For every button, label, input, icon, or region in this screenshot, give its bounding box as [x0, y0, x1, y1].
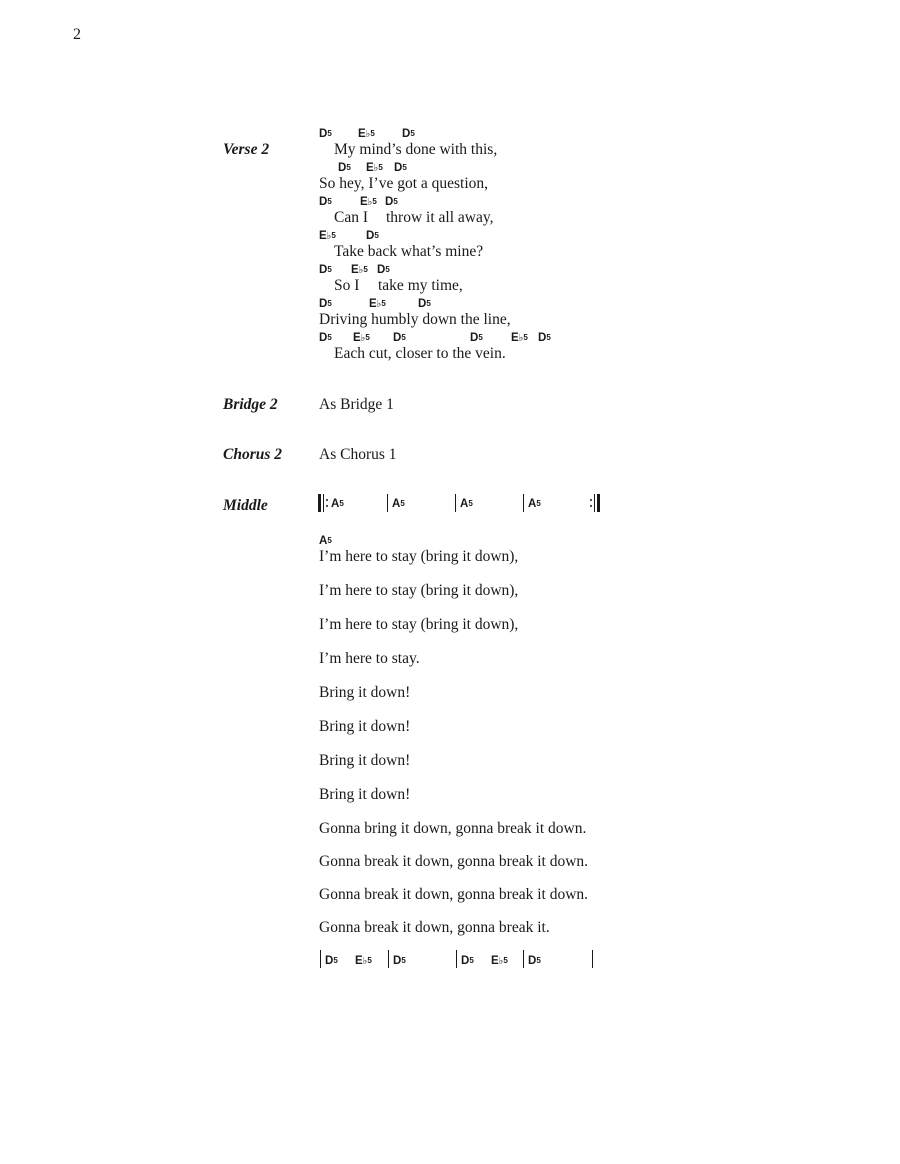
barline: [456, 950, 457, 968]
chord: E♭$^5$: [351, 264, 368, 276]
chord: E♭$^5$: [491, 955, 508, 967]
lyric-line: Gonna break it down, gonna break it down.: [319, 886, 589, 903]
lyric-line: Take back what’s mine?: [334, 243, 484, 260]
chord: E♭$^5$: [369, 298, 386, 310]
chord: $A^5$: [460, 498, 473, 510]
chord: $A^5$: [528, 498, 541, 510]
lyric-line: I’m here to stay (bring it down),: [319, 582, 519, 599]
chord: $D^5$: [319, 264, 332, 276]
lyric-line: I’m here to stay (bring it down),: [319, 548, 519, 565]
chord: $D^5$: [470, 332, 483, 344]
chord: $D^5$: [461, 955, 474, 967]
section-label-middle: Middle: [223, 497, 268, 514]
lyric-line: take my time,: [378, 277, 463, 294]
section-label-chorus-2: Chorus 2: [223, 446, 283, 463]
barline: [523, 494, 524, 512]
barline: [594, 494, 595, 512]
barline: [388, 950, 389, 968]
lyric-line: Bring it down!: [319, 684, 411, 701]
barline: [523, 950, 524, 968]
lyric-line: Bring it down!: [319, 752, 411, 769]
chord: E♭$^5$: [353, 332, 370, 344]
lyric-line: Gonna bring it down, gonna break it down.: [319, 820, 587, 837]
chord: $D^5$: [366, 230, 379, 242]
repeat-dot: [326, 505, 328, 507]
chord: E♭$^5$: [366, 162, 383, 174]
page-number: 2: [73, 26, 81, 43]
bridge-2-text: As Bridge 1: [319, 396, 394, 413]
chord: $D^5$: [319, 196, 332, 208]
lyric-line: Each cut, closer to the vein.: [334, 345, 506, 362]
section-label-bridge-2: Bridge 2: [223, 396, 278, 413]
repeat-end-barline: [597, 494, 600, 512]
section-label-verse-2: Verse 2: [223, 141, 270, 158]
lyric-line: So hey, I’ve got a question,: [319, 175, 489, 192]
barline: [592, 950, 593, 968]
chord: $D^5$: [418, 298, 431, 310]
chord: $A^5$: [392, 498, 405, 510]
chord: $D^5$: [394, 162, 407, 174]
chord: E♭$^5$: [319, 230, 336, 242]
lyric-line: Driving humbly down the line,: [319, 311, 511, 328]
barline: [387, 494, 388, 512]
chord: $A^5$: [331, 498, 344, 510]
lyric-line: Gonna break it down, gonna break it down.: [319, 853, 589, 870]
lyric-line: I’m here to stay.: [319, 650, 420, 667]
lyric-line: Bring it down!: [319, 718, 411, 735]
chord: $D^5$: [393, 332, 406, 344]
lyric-line: My mind’s done with this,: [334, 141, 498, 158]
repeat-dot: [590, 499, 592, 501]
repeat-start-barline: [318, 494, 321, 512]
lyric-line: I’m here to stay (bring it down),: [319, 616, 519, 633]
barline: [455, 494, 456, 512]
lyric-line: Gonna break it down, gonna break it.: [319, 919, 550, 936]
lyric-line: Bring it down!: [319, 786, 411, 803]
lyric-line: throw it all away,: [386, 209, 494, 226]
chord: $D^5$: [377, 264, 390, 276]
chord: $D^5$: [325, 955, 338, 967]
chord: E♭$^5$: [358, 128, 375, 140]
chord: $D^5$: [338, 162, 351, 174]
chorus-2-text: As Chorus 1: [319, 446, 397, 463]
chord: $D^5$: [385, 196, 398, 208]
chord: $D^5$: [319, 128, 332, 140]
chord: E♭$^5$: [511, 332, 528, 344]
chord: $A^5$: [319, 535, 332, 547]
barline: [320, 950, 321, 968]
chord: $D^5$: [528, 955, 541, 967]
chord: $D^5$: [319, 332, 332, 344]
lyric-line: So I: [334, 277, 360, 294]
lyric-line: Can I: [334, 209, 369, 226]
repeat-dot: [590, 505, 592, 507]
chord: $D^5$: [393, 955, 406, 967]
chord: $D^5$: [319, 298, 332, 310]
chord: E♭$^5$: [360, 196, 377, 208]
chord: $D^5$: [402, 128, 415, 140]
repeat-dot: [326, 499, 328, 501]
chord: E♭$^5$: [355, 955, 372, 967]
chord: $D^5$: [538, 332, 551, 344]
barline: [323, 494, 324, 512]
